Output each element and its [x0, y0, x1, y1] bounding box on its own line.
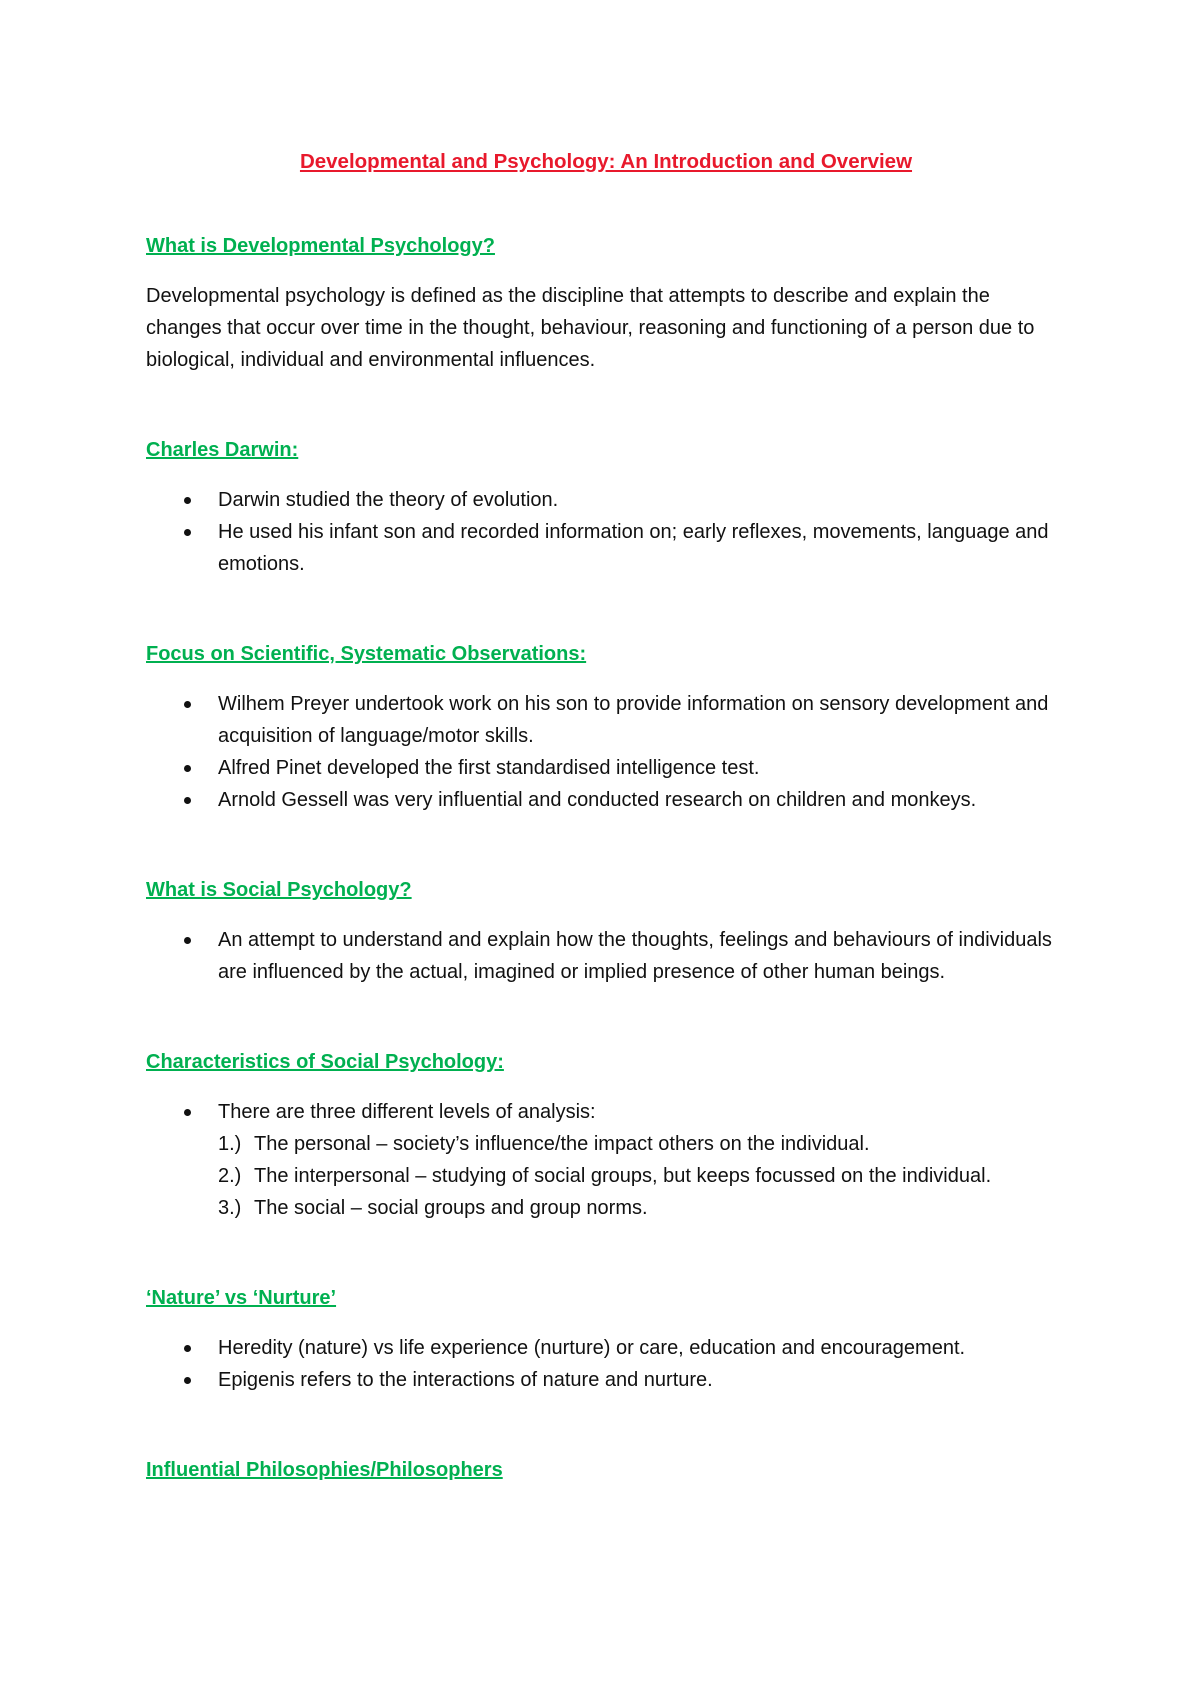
list-item-text: Epigenis refers to the interactions of nature and nurture.	[218, 1369, 713, 1391]
bullet-icon	[184, 1109, 191, 1116]
numbered-item-marker: 2.)	[218, 1165, 242, 1187]
bullet-icon	[184, 937, 191, 944]
list-item	[146, 924, 1066, 988]
list-item	[146, 784, 1066, 816]
bullet-icon	[184, 1345, 191, 1352]
developmental-psychology-definition: Developmental psychology is defined as the discipline that attempts to describe and explain the changes that occur over time in the thought, behaviour, reasoning and functioning of a person due to biological, individual and environmental influences.	[146, 285, 1035, 371]
section-heading-developmental-psychology: What is Developmental Psychology?	[146, 235, 495, 257]
list-item	[146, 688, 1066, 752]
list-item-text: Wilhem Preyer undertook work on his son to provide information on sensory development and acquisition of language/motor skills.	[218, 693, 1049, 747]
list-item-text: An attempt to understand and explain how the thoughts, feelings and behaviours of individuals are influenced by the actual, imagined or implied presence of other human beings.	[218, 929, 1052, 983]
social-psychology-bullet-list	[146, 924, 1066, 988]
list-item	[146, 1364, 1066, 1396]
list-item-text: Alfred Pinet developed the first standardised intelligence test.	[218, 757, 760, 779]
bullet-icon	[184, 797, 191, 804]
bullet-icon	[184, 497, 191, 504]
bullet-icon	[184, 529, 191, 536]
section-heading-charles-darwin: Charles Darwin:	[146, 439, 299, 461]
numbered-item-marker: 3.)	[218, 1197, 242, 1219]
list-item	[146, 484, 1066, 516]
list-item	[146, 516, 1066, 580]
numbered-item-text: The interpersonal – studying of social groups, but keeps focussed on the individual.	[254, 1165, 992, 1187]
list-item-text: Heredity (nature) vs life experience (nurture) or care, education and encouragement.	[218, 1337, 966, 1359]
numbered-item-marker: 1.)	[218, 1133, 242, 1155]
characteristics-bullet-list	[146, 1096, 1066, 1224]
bullet-icon	[184, 1377, 191, 1384]
section-heading-nature-vs-nurture: ‘Nature’ vs ‘Nurture’	[146, 1287, 337, 1309]
list-item-text: He used his infant son and recorded information on; early reflexes, movements, language and emotions.	[218, 521, 1049, 575]
list-item	[146, 752, 1066, 784]
observations-bullet-list	[146, 688, 1066, 816]
numbered-item	[218, 1192, 1066, 1224]
bullet-icon	[184, 765, 191, 772]
list-item-text: There are three different levels of analysis:	[218, 1101, 596, 1123]
list-item-text: Darwin studied the theory of evolution.	[218, 489, 559, 511]
list-item	[146, 1332, 1066, 1364]
darwin-bullet-list	[146, 484, 1066, 580]
levels-numbered-list	[218, 1128, 1066, 1224]
nature-nurture-bullet-list	[146, 1332, 1066, 1396]
list-item-text: Arnold Gessell was very influential and conducted research on children and monkeys.	[218, 789, 977, 811]
numbered-item-text: The personal – society’s influence/the impact others on the individual.	[254, 1133, 870, 1155]
numbered-item-text: The social – social groups and group norms.	[254, 1197, 648, 1219]
document-title: Developmental and Psychology: An Introduction and Overview	[299, 150, 913, 173]
numbered-item	[218, 1128, 1066, 1160]
section-heading-social-psychology: What is Social Psychology?	[146, 879, 412, 901]
numbered-item	[218, 1160, 1066, 1192]
section-heading-characteristics: Characteristics of Social Psychology:	[146, 1051, 504, 1073]
document-content	[146, 148, 1066, 1504]
bullet-icon	[184, 701, 191, 708]
section-heading-scientific-observations: Focus on Scientific, Systematic Observations:	[146, 643, 587, 665]
section-heading-influential-philosophies: Influential Philosophies/Philosophers	[146, 1459, 503, 1481]
list-item	[146, 1096, 1066, 1224]
